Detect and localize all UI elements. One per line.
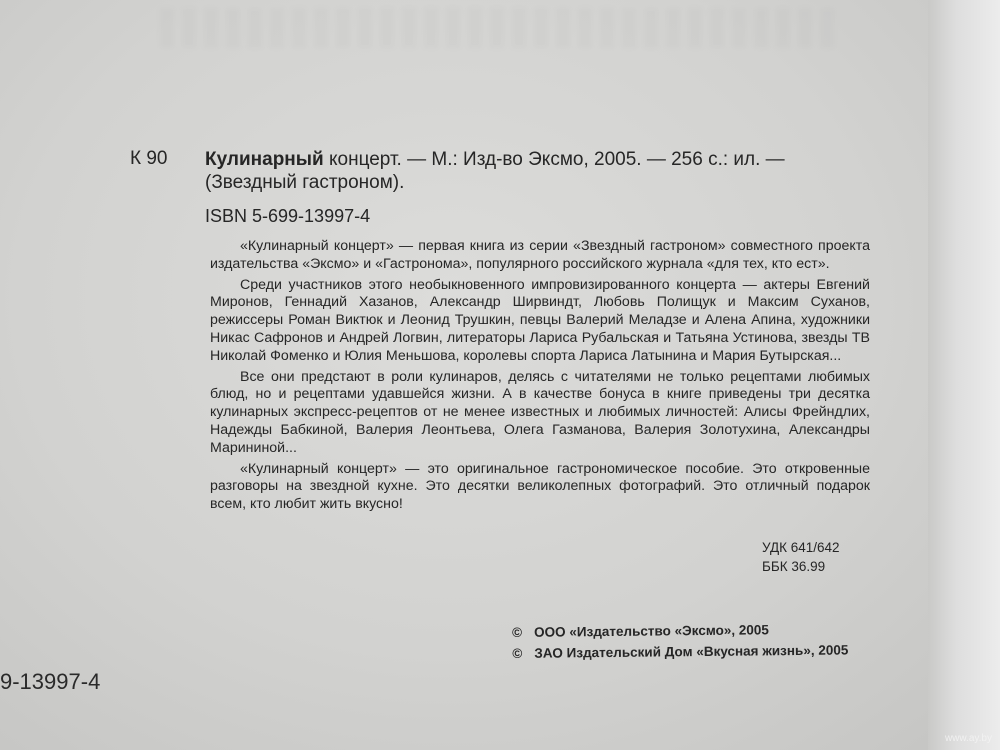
bleed-through-text <box>160 8 840 48</box>
watermark: www.ay.by <box>944 733 992 744</box>
annotation-paragraph: «Кулинарный концерт» — первая книга из серии «Звездный гастроном» совместного проекта издательства «Эксмо» и «Гастронома», популярного российского журнала «для тех, кто ест». <box>210 238 870 272</box>
copyright-text: ЗАО Издательский Дом «Вкусная жизнь», 2005 <box>534 642 849 661</box>
classification-codes <box>762 538 840 576</box>
annotation-paragraph: Среди участников этого необыкновенного импровизированного концерта — актеры Евгений Миронов, Геннадий Хазанов, Александр Ширвиндт, Любовь Полищук и Максим Суханов, режиссеры Роман Виктюк и Леонид Трушкин, певцы Валерий Меладзе и Алена Апина, художники Никас Сафронов и Андрей Логвин, литераторы Лариса Рубальская и Татьяна Устинова, звезды ТВ Николай Фоменко и Юлия Меньшова, королевы спорта Лариса Латынина и Мария Бутырская... <box>210 276 870 364</box>
isbn-fragment: 9-13997-4 <box>0 669 101 694</box>
annotation <box>210 238 870 517</box>
annotation-paragraph: Все они предстают в роли кулинаров, делясь с читателями не только рецептами любимых блюд, но и рецептами удавшейся жизни. А в качестве бонуса в книге приведены три десятка кулинарных экспресс-рецептов от не менее известных и любимых личностей: Алисы Фрейндлих, Надежды Бабкиной, Валерия Леонтьева, Олега Газманова, Валерия Золотухина, Александры Марининой... <box>210 368 870 456</box>
copyright-symbol: © <box>512 645 523 661</box>
page-edge <box>928 0 1000 750</box>
isbn: ISBN 5-699-13997-4 <box>205 206 371 226</box>
heading-rest: концерт. — М.: Изд-во Эксмо, 2005. — 256 с.: ил. — (Звездный гастроном). <box>205 149 785 193</box>
copyright-text: ООО «Издательство «Эксмо», 2005 <box>534 622 769 640</box>
bibliographic-heading <box>205 148 875 194</box>
copyright-line <box>512 639 848 664</box>
title-bold: Кулинарный <box>205 149 324 170</box>
copyright-block <box>512 618 848 664</box>
call-number: К 90 <box>130 148 168 169</box>
annotation-paragraph: «Кулинарный концерт» — это оригинальное гастрономическое пособие. Это откровенные разговоры на звездной кухне. Это десятки великолепных фотографий. Это отличный подарок всем, кто любит жить вкусно! <box>210 460 870 513</box>
udk-code: УДК 641/642 <box>762 540 840 555</box>
bbk-code: ББК 36.99 <box>762 559 826 574</box>
copyright-symbol: © <box>512 624 523 640</box>
